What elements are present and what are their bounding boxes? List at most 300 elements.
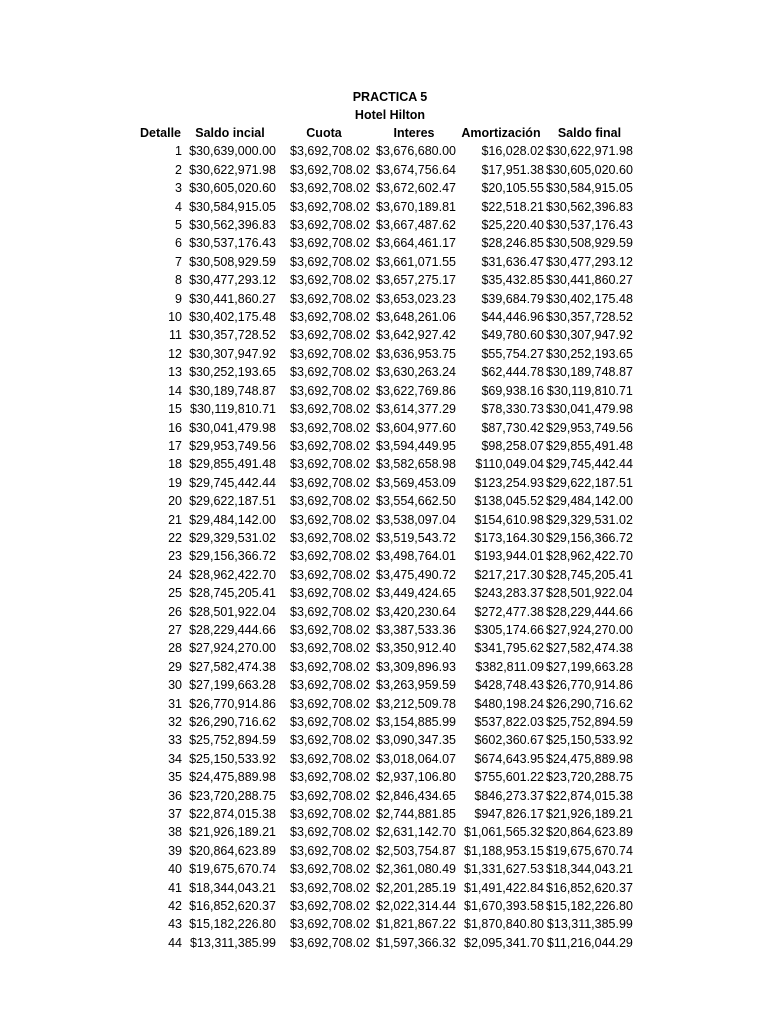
- cell-amortizacion: $55,754.27: [481, 346, 544, 361]
- table-row: [130, 676, 635, 694]
- cell-cuota: $3,692,708.02: [290, 218, 370, 233]
- cell-detalle: 2: [175, 162, 182, 177]
- cell-detalle: 26: [168, 604, 182, 619]
- table-row: [130, 713, 635, 731]
- cell-interes: $3,350,912.40: [376, 641, 456, 656]
- cell-amortizacion: $947,826.17: [474, 807, 544, 822]
- cell-cuota: $3,692,708.02: [290, 494, 370, 509]
- cell-cuota: $3,692,708.02: [290, 586, 370, 601]
- cell-amortizacion: $28,246.85: [481, 236, 544, 251]
- cell-detalle: 16: [168, 420, 182, 435]
- cell-saldo-final: $30,584,915.05: [546, 181, 633, 196]
- cell-detalle: 17: [168, 438, 182, 453]
- cell-saldo-inicial: $29,156,366.72: [189, 549, 276, 564]
- cell-amortizacion: $428,748.43: [474, 678, 544, 693]
- cell-detalle: 14: [168, 383, 182, 398]
- cell-cuota: $3,692,708.02: [290, 365, 370, 380]
- cell-cuota: $3,692,708.02: [290, 549, 370, 564]
- cell-saldo-final: $28,745,205.41: [546, 567, 633, 582]
- cell-saldo-final: $25,752,894.59: [546, 715, 633, 729]
- cell-detalle: 34: [168, 751, 182, 766]
- cell-cuota: $3,692,708.02: [290, 917, 370, 932]
- table-row: [130, 805, 635, 823]
- cell-saldo-final: $30,252,193.65: [546, 346, 633, 361]
- cell-amortizacion: $480,198.24: [474, 696, 544, 711]
- cell-interes: $3,387,533.36: [376, 622, 456, 637]
- cell-saldo-final: $27,924,270.00: [546, 622, 633, 637]
- table-row: [130, 934, 635, 952]
- cell-amortizacion: $674,643.95: [474, 751, 544, 766]
- cell-detalle: 8: [175, 273, 182, 288]
- cell-cuota: $3,692,708.02: [290, 181, 370, 196]
- cell-amortizacion: $193,944.01: [474, 549, 544, 564]
- table-row: [130, 860, 635, 878]
- header-amortizacion: Amortización: [461, 126, 541, 140]
- table-row: [130, 345, 635, 363]
- cell-saldo-final: $30,605,020.60: [546, 162, 633, 177]
- cell-saldo-final: $29,745,442.44: [546, 457, 633, 472]
- cell-interes: $3,676,680.00: [376, 144, 456, 159]
- amortization-table: [130, 124, 635, 952]
- cell-detalle: 40: [168, 862, 182, 877]
- cell-amortizacion: $1,188,953.15: [464, 843, 544, 858]
- cell-saldo-inicial: $30,477,293.12: [189, 273, 276, 288]
- cell-saldo-inicial: $29,855,491.48: [189, 457, 276, 472]
- cell-saldo-inicial: $19,675,670.74: [189, 862, 276, 877]
- cell-interes: $3,648,261.06: [376, 310, 456, 325]
- cell-amortizacion: $173,164.30: [474, 530, 544, 545]
- cell-saldo-inicial: $28,501,922.04: [189, 604, 276, 619]
- cell-amortizacion: $39,684.79: [481, 291, 544, 306]
- cell-saldo-inicial: $29,622,187.51: [189, 494, 276, 509]
- table-row: [130, 750, 635, 768]
- table-row: [130, 198, 635, 216]
- table-row: [130, 419, 635, 437]
- cell-saldo-final: $16,852,620.37: [546, 880, 633, 895]
- cell-amortizacion: $62,444.78: [481, 365, 544, 380]
- cell-cuota: $3,692,708.02: [290, 641, 370, 656]
- cell-saldo-final: $29,622,187.51: [546, 475, 633, 490]
- cell-interes: $3,475,490.72: [376, 567, 456, 582]
- cell-amortizacion: $31,636.47: [481, 254, 544, 269]
- table-row: [130, 768, 635, 786]
- cell-saldo-final: $22,874,015.38: [546, 788, 633, 803]
- cell-interes: $3,538,097.04: [376, 512, 456, 527]
- cell-saldo-final: $26,290,716.62: [546, 696, 633, 711]
- cell-detalle: 30: [168, 678, 182, 693]
- header-detalle: Detalle: [140, 126, 181, 140]
- cell-cuota: $3,692,708.02: [290, 788, 370, 803]
- table-row: [130, 823, 635, 841]
- cell-detalle: 15: [168, 402, 182, 417]
- header-saldo-inicial: Saldo incial: [195, 126, 265, 140]
- cell-interes: $3,667,487.62: [376, 218, 456, 233]
- cell-cuota: $3,692,708.02: [290, 291, 370, 306]
- cell-saldo-inicial: $30,189,748.87: [189, 383, 276, 398]
- cell-saldo-final: $30,402,175.48: [546, 291, 633, 306]
- cell-interes: $3,498,764.01: [376, 549, 456, 564]
- cell-cuota: $3,692,708.02: [290, 383, 370, 398]
- cell-cuota: $3,692,708.02: [290, 715, 370, 729]
- table-row: [130, 253, 635, 271]
- cell-saldo-final: $24,475,889.98: [546, 751, 633, 766]
- cell-detalle: 22: [168, 530, 182, 545]
- table-row: [130, 915, 635, 933]
- cell-saldo-inicial: $30,622,971.98: [189, 162, 276, 177]
- table-row: [130, 731, 635, 749]
- table-row: [130, 603, 635, 621]
- cell-saldo-inicial: $30,537,176.43: [189, 236, 276, 251]
- cell-detalle: 25: [168, 586, 182, 601]
- cell-cuota: $3,692,708.02: [290, 236, 370, 251]
- table-row: [130, 271, 635, 289]
- cell-saldo-final: $15,182,226.80: [546, 899, 633, 914]
- cell-saldo-final: $26,770,914.86: [546, 678, 633, 693]
- cell-amortizacion: $69,938.16: [481, 383, 544, 398]
- cell-detalle: 1: [175, 144, 182, 159]
- cell-detalle: 32: [168, 715, 182, 729]
- cell-detalle: 6: [175, 236, 182, 251]
- cell-saldo-inicial: $30,119,810.71: [190, 402, 276, 417]
- cell-amortizacion: $35,432.85: [481, 273, 544, 288]
- cell-amortizacion: $602,360.67: [474, 733, 544, 748]
- cell-cuota: $3,692,708.02: [290, 438, 370, 453]
- cell-cuota: $3,692,708.02: [290, 457, 370, 472]
- table-row: [130, 639, 635, 657]
- cell-saldo-inicial: $21,926,189.21: [189, 825, 276, 840]
- cell-cuota: $3,692,708.02: [290, 935, 370, 950]
- cell-detalle: 9: [175, 291, 182, 306]
- cell-interes: $3,569,453.09: [376, 475, 456, 490]
- cell-saldo-final: $29,329,531.02: [546, 512, 633, 527]
- cell-detalle: 43: [168, 917, 182, 932]
- cell-interes: $3,554,662.50: [376, 494, 456, 509]
- cell-detalle: 31: [168, 696, 182, 711]
- cell-detalle: 19: [168, 475, 182, 490]
- cell-saldo-inicial: $29,329,531.02: [189, 530, 276, 545]
- cell-interes: $3,420,230.64: [376, 604, 456, 619]
- cell-saldo-final: $11,216,044.29: [546, 935, 633, 950]
- cell-cuota: $3,692,708.02: [290, 862, 370, 877]
- cell-cuota: $3,692,708.02: [290, 254, 370, 269]
- cell-detalle: 29: [168, 659, 182, 674]
- table-row: [130, 529, 635, 547]
- cell-interes: $3,670,189.81: [376, 199, 456, 214]
- cell-cuota: $3,692,708.02: [290, 346, 370, 361]
- cell-detalle: 39: [168, 843, 182, 858]
- cell-saldo-final: $28,229,444.66: [546, 604, 633, 619]
- cell-saldo-inicial: $27,199,663.28: [189, 678, 276, 693]
- cell-interes: $3,154,885.99: [376, 715, 456, 729]
- cell-saldo-inicial: $30,508,929.59: [189, 254, 276, 269]
- table-row: [130, 621, 635, 639]
- table-row: [130, 142, 635, 160]
- cell-saldo-final: $29,855,491.48: [546, 438, 633, 453]
- cell-interes: $2,937,106.80: [376, 770, 456, 785]
- cell-saldo-final: $30,189,748.87: [546, 365, 633, 380]
- cell-amortizacion: $382,811.09: [475, 659, 544, 674]
- cell-cuota: $3,692,708.02: [290, 678, 370, 693]
- cell-saldo-inicial: $18,344,043.21: [189, 880, 276, 895]
- cell-cuota: $3,692,708.02: [290, 622, 370, 637]
- cell-saldo-final: $25,150,533.92: [546, 733, 633, 748]
- cell-cuota: $3,692,708.02: [290, 420, 370, 435]
- cell-interes: $2,744,881.85: [376, 807, 456, 822]
- cell-saldo-final: $27,199,663.28: [546, 659, 633, 674]
- cell-cuota: $3,692,708.02: [290, 530, 370, 545]
- cell-interes: $3,674,756.64: [376, 162, 456, 177]
- cell-amortizacion: $123,254.93: [474, 475, 544, 490]
- cell-interes: $3,449,424.65: [376, 586, 456, 601]
- cell-amortizacion: $2,095,341.70: [464, 935, 544, 950]
- cell-saldo-inicial: $30,584,915.05: [189, 199, 276, 214]
- cell-interes: $1,821,867.22: [376, 917, 456, 932]
- cell-saldo-inicial: $20,864,623.89: [189, 843, 276, 858]
- cell-saldo-inicial: $30,357,728.52: [189, 328, 276, 343]
- cell-cuota: $3,692,708.02: [290, 880, 370, 895]
- cell-detalle: 7: [175, 254, 182, 269]
- cell-interes: $3,594,449.95: [376, 438, 456, 453]
- cell-detalle: 12: [168, 346, 182, 361]
- cell-interes: $3,661,071.55: [376, 254, 456, 269]
- cell-saldo-final: $30,622,971.98: [546, 144, 633, 159]
- table-row: [130, 842, 635, 860]
- cell-saldo-inicial: $29,484,142.00: [189, 512, 276, 527]
- header-saldo-final: Saldo final: [557, 126, 622, 140]
- cell-saldo-inicial: $30,605,020.60: [189, 181, 276, 196]
- sheet-subtitle: Hotel Hilton: [354, 108, 426, 122]
- cell-saldo-inicial: $30,041,479.98: [189, 420, 276, 435]
- cell-saldo-inicial: $26,770,914.86: [189, 696, 276, 711]
- cell-amortizacion: $154,610.98: [474, 512, 544, 527]
- table-row: [130, 234, 635, 252]
- cell-detalle: 33: [168, 733, 182, 748]
- cell-detalle: 4: [175, 199, 182, 214]
- cell-saldo-final: $20,864,623.89: [546, 825, 633, 840]
- cell-cuota: $3,692,708.02: [290, 899, 370, 914]
- cell-saldo-inicial: $30,441,860.27: [189, 291, 276, 306]
- cell-amortizacion: $98,258.07: [481, 438, 544, 453]
- table-row: [130, 308, 635, 326]
- cell-saldo-inicial: $30,252,193.65: [189, 365, 276, 380]
- cell-saldo-inicial: $30,639,000.00: [189, 144, 276, 159]
- cell-detalle: 13: [168, 365, 182, 380]
- cell-detalle: 38: [168, 825, 182, 840]
- cell-interes: $3,309,896.93: [376, 659, 456, 674]
- cell-detalle: 28: [168, 641, 182, 656]
- cell-interes: $3,263,959.59: [376, 678, 456, 693]
- cell-detalle: 27: [168, 622, 182, 637]
- table-row: [130, 400, 635, 418]
- cell-saldo-final: $30,357,728.52: [546, 310, 633, 325]
- cell-cuota: $3,692,708.02: [290, 659, 370, 674]
- cell-interes: $2,022,314.44: [376, 899, 456, 914]
- cell-cuota: $3,692,708.02: [290, 604, 370, 619]
- cell-saldo-inicial: $29,953,749.56: [189, 438, 276, 453]
- cell-saldo-inicial: $25,150,533.92: [189, 751, 276, 766]
- cell-interes: $3,604,977.60: [376, 420, 456, 435]
- table-row: [130, 658, 635, 676]
- cell-amortizacion: $138,045.52: [474, 494, 544, 509]
- cell-cuota: $3,692,708.02: [290, 144, 370, 159]
- table-row: [130, 382, 635, 400]
- cell-saldo-final: $27,582,474.38: [546, 641, 633, 656]
- cell-amortizacion: $49,780.60: [481, 328, 544, 343]
- cell-cuota: $3,692,708.02: [290, 751, 370, 766]
- table-row: [130, 179, 635, 197]
- table-row: [130, 492, 635, 510]
- cell-saldo-final: $30,562,396.83: [546, 199, 633, 214]
- cell-interes: $3,018,064.07: [376, 751, 456, 766]
- cell-detalle: 20: [168, 494, 182, 509]
- table-row: [130, 216, 635, 234]
- table-row: [130, 584, 635, 602]
- cell-detalle: 18: [168, 457, 182, 472]
- cell-saldo-inicial: $30,562,396.83: [189, 218, 276, 233]
- table-row: [130, 161, 635, 179]
- table-row: [130, 566, 635, 584]
- cell-amortizacion: $217,217.30: [474, 567, 544, 582]
- cell-saldo-final: $29,484,142.00: [546, 494, 633, 509]
- table-row: [130, 290, 635, 308]
- cell-cuota: $3,692,708.02: [290, 475, 370, 490]
- cell-interes: $3,614,377.29: [376, 402, 456, 417]
- cell-interes: $3,212,509.78: [376, 696, 456, 711]
- cell-cuota: $3,692,708.02: [290, 199, 370, 214]
- cell-amortizacion: $537,822.03: [474, 715, 544, 729]
- cell-cuota: $3,692,708.02: [290, 807, 370, 822]
- cell-amortizacion: $305,174.66: [474, 622, 544, 637]
- cell-amortizacion: $110,049.04: [475, 457, 544, 472]
- cell-detalle: 36: [168, 788, 182, 803]
- cell-saldo-final: $30,477,293.12: [546, 254, 633, 269]
- table-row: [130, 897, 635, 915]
- cell-saldo-inicial: $13,311,385.99: [190, 935, 276, 950]
- cell-saldo-final: $30,441,860.27: [546, 273, 633, 288]
- table-row: [130, 879, 635, 897]
- table-row: [130, 437, 635, 455]
- cell-detalle: 42: [168, 899, 182, 914]
- cell-saldo-final: $30,537,176.43: [546, 218, 633, 233]
- cell-saldo-inicial: $28,962,422.70: [189, 567, 276, 582]
- cell-saldo-inicial: $27,582,474.38: [189, 659, 276, 674]
- table-row: [130, 363, 635, 381]
- cell-detalle: 35: [168, 770, 182, 785]
- cell-saldo-inicial: $30,307,947.92: [189, 346, 276, 361]
- cell-amortizacion: $1,491,422.84: [464, 880, 544, 895]
- cell-saldo-final: $30,307,947.92: [546, 328, 633, 343]
- cell-interes: $3,653,023.23: [376, 291, 456, 306]
- cell-amortizacion: $16,028.02: [481, 144, 544, 159]
- cell-saldo-inicial: $15,182,226.80: [189, 917, 276, 932]
- cell-amortizacion: $1,331,627.53: [464, 862, 544, 877]
- cell-saldo-inicial: $30,402,175.48: [189, 310, 276, 325]
- header-cuota: Cuota: [306, 126, 342, 140]
- cell-saldo-final: $28,962,422.70: [546, 549, 633, 564]
- cell-detalle: 41: [168, 880, 182, 895]
- cell-amortizacion: $44,446.96: [481, 310, 544, 325]
- cell-cuota: $3,692,708.02: [290, 512, 370, 527]
- cell-interes: $3,630,263.24: [376, 365, 456, 380]
- cell-saldo-final: $21,926,189.21: [546, 807, 633, 822]
- cell-detalle: 11: [169, 328, 182, 343]
- cell-detalle: 21: [168, 512, 182, 527]
- table-row: [130, 695, 635, 713]
- cell-amortizacion: $17,951.38: [481, 162, 544, 177]
- cell-saldo-inicial: $28,745,205.41: [189, 586, 276, 601]
- cell-saldo-inicial: $27,924,270.00: [189, 641, 276, 656]
- cell-detalle: 24: [168, 567, 182, 582]
- cell-cuota: $3,692,708.02: [290, 696, 370, 711]
- cell-cuota: $3,692,708.02: [290, 310, 370, 325]
- cell-amortizacion: $87,730.42: [481, 420, 544, 435]
- cell-saldo-final: $19,675,670.74: [546, 843, 633, 858]
- cell-interes: $3,582,658.98: [376, 457, 456, 472]
- cell-saldo-inicial: $26,290,716.62: [189, 715, 276, 729]
- cell-interes: $2,846,434.65: [376, 788, 456, 803]
- cell-amortizacion: $272,477.38: [474, 604, 544, 619]
- cell-amortizacion: $341,795.62: [474, 641, 544, 656]
- table-row: [130, 326, 635, 344]
- cell-interes: $3,642,927.42: [376, 328, 456, 343]
- cell-cuota: $3,692,708.02: [290, 770, 370, 785]
- cell-saldo-inicial: $23,720,288.75: [189, 788, 276, 803]
- cell-saldo-final: $29,156,366.72: [546, 530, 633, 545]
- cell-interes: $3,519,543.72: [376, 530, 456, 545]
- cell-saldo-final: $23,720,288.75: [546, 770, 633, 785]
- cell-saldo-inicial: $28,229,444.66: [189, 622, 276, 637]
- cell-saldo-inicial: $22,874,015.38: [189, 807, 276, 822]
- cell-amortizacion: $22,518.21: [481, 199, 544, 214]
- cell-detalle: 44: [168, 935, 182, 950]
- cell-detalle: 5: [175, 218, 182, 233]
- cell-amortizacion: $243,283.37: [474, 586, 544, 601]
- cell-detalle: 37: [168, 807, 182, 822]
- cell-saldo-final: $30,119,810.71: [546, 383, 633, 398]
- header-row: [130, 124, 635, 142]
- cell-saldo-final: $13,311,385.99: [546, 917, 633, 932]
- cell-interes: $3,664,461.17: [376, 236, 456, 251]
- cell-cuota: $3,692,708.02: [290, 162, 370, 177]
- cell-interes: $3,657,275.17: [376, 273, 456, 288]
- cell-saldo-inicial: $29,745,442.44: [189, 475, 276, 490]
- cell-interes: $3,622,769.86: [376, 383, 456, 398]
- cell-interes: $1,597,366.32: [376, 935, 456, 950]
- cell-cuota: $3,692,708.02: [290, 825, 370, 840]
- cell-detalle: 3: [175, 181, 182, 196]
- cell-amortizacion: $1,870,840.80: [464, 917, 544, 932]
- cell-interes: $2,201,285.19: [376, 880, 456, 895]
- cell-cuota: $3,692,708.02: [290, 273, 370, 288]
- cell-amortizacion: $755,601.22: [474, 770, 544, 785]
- table-row: [130, 511, 635, 529]
- cell-saldo-inicial: $16,852,620.37: [189, 899, 276, 914]
- cell-interes: $2,503,754.87: [376, 843, 456, 858]
- cell-interes: $3,672,602.47: [376, 181, 456, 196]
- table-row: [130, 455, 635, 473]
- cell-detalle: 10: [168, 310, 182, 325]
- sheet-title: PRACTICA 5: [352, 90, 428, 104]
- cell-amortizacion: $20,105.55: [481, 181, 544, 196]
- cell-cuota: $3,692,708.02: [290, 733, 370, 748]
- table-row: [130, 547, 635, 565]
- cell-saldo-final: $18,344,043.21: [546, 862, 633, 877]
- cell-interes: $2,361,080.49: [376, 862, 456, 877]
- table-row: [130, 474, 635, 492]
- cell-amortizacion: $25,220.40: [481, 218, 544, 233]
- cell-cuota: $3,692,708.02: [290, 843, 370, 858]
- header-interes: Interes: [393, 126, 435, 140]
